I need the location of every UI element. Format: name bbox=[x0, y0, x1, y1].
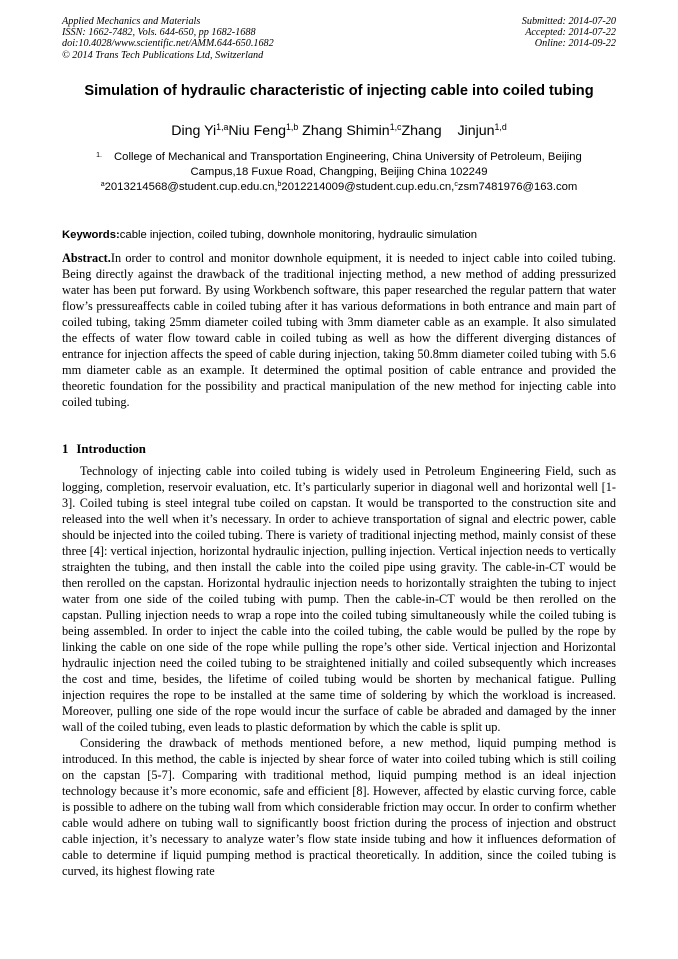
online-date: Online: 2014-09-22 bbox=[534, 38, 616, 50]
abstract-text: In order to control and monitor downhole equipment, it is needed to inject cable into coiled tubing. Being directly against the drawback of the traditional injecting method, a new method of adding pressurized water has been put forward. By using Workbench software, this paper researched the regular pattern that water flow’s pressureaffects cable in coiled tubing after it has various deformations in both entrance and main part of coiled tubing, taking 25mm diameter coiled tubing with 3mm diameter cable as an example. It also simulated the effects of water flow toward cable in coiled tubing as well as how the different diverging distances of entrance for injection affects the speed of cable during injection, taking 50.8mm diameter coiled tubing with 5.6 mm diameter cable as an example. It determined the optimal position of cable entrance and provided the theoretic foundation for the possibility and practical manipulation of the new method for injecting cable into coiled tubing. bbox=[62, 251, 616, 409]
author-emails bbox=[62, 180, 616, 194]
author-name: Niu Feng bbox=[228, 123, 286, 139]
author-name: Ding Yi bbox=[171, 123, 217, 139]
author-name: Zhang Shimin bbox=[298, 123, 390, 139]
author-list bbox=[62, 122, 616, 140]
email-mark: b bbox=[277, 181, 282, 189]
issn-line: ISSN: 1662-7482, Vols. 644-650, pp 1682-1688 bbox=[62, 27, 256, 39]
affiliation-line-2: Campus,18 Fuxue Road, Changping, Beijing China 102249 bbox=[190, 165, 488, 178]
affiliation bbox=[62, 149, 616, 179]
abstract bbox=[62, 250, 616, 410]
journal-header-right bbox=[522, 16, 616, 50]
journal-header-left bbox=[62, 16, 274, 61]
author-affiliation-mark: 1,c bbox=[389, 122, 402, 133]
email-address: 2012214009@student.cup.edu.cn, bbox=[281, 181, 455, 193]
copyright-line: © 2014 Trans Tech Publications Ltd, Switzerland bbox=[62, 49, 264, 61]
author-affiliation-mark: 1,b bbox=[285, 122, 299, 133]
paragraph: Considering the drawback of methods mentioned before, a new method, liquid pumping method is introduced. In this method, the cable is injected by shear force of water into coiled tubing which is still coiling on the capstan [5-7]. Comparing with traditional method, liquid pumping method is an ideal injection technology because it’s more economic, safe and efficient [8]. However, affected by elastic curving force, cable is possible to adhere on the tubing wall from which considerable friction may occur. In order to confirm whether cable would adhere on tubing wall to significantly boost friction during the process of injection and obstruct cable injection, it’s necessary to analyze water’s flow state inside tubing and how it influences deformation of cable to determine if liquid pumping method is practical theoretically. In addition, since the coiled tubing is curved, its highest flowing rate bbox=[62, 736, 616, 878]
section-number: 1 bbox=[62, 442, 69, 456]
abstract-label: Abstract. bbox=[62, 251, 111, 265]
affiliation-line-1: College of Mechanical and Transportation Engineering, China University of Petroleum, Beijing bbox=[114, 151, 582, 164]
keywords bbox=[62, 228, 616, 242]
email-address: 2013214568@student.cup.edu.cn, bbox=[104, 181, 278, 193]
introduction-body bbox=[62, 463, 616, 879]
email-address: zsm7481976@163.com bbox=[457, 181, 578, 193]
email-mark: c bbox=[454, 181, 458, 189]
keywords-label: Keywords: bbox=[62, 229, 120, 241]
accepted-date: Accepted: 2014-07-22 bbox=[525, 27, 616, 39]
doi-line: doi:10.4028/www.scientific.net/AMM.644-650.1682 bbox=[62, 38, 274, 50]
author-affiliation-mark: 1,d bbox=[494, 122, 507, 133]
paper-title: Simulation of hydraulic characteristic of injecting cable into coiled tubing bbox=[84, 83, 594, 99]
affiliation-mark: 1. bbox=[96, 152, 102, 159]
keywords-text: cable injection, coiled tubing, downhole monitoring, hydraulic simulation bbox=[119, 229, 478, 241]
author-affiliation-mark: 1,a bbox=[216, 122, 229, 133]
section-heading bbox=[62, 441, 146, 457]
submitted-date: Submitted: 2014-07-20 bbox=[521, 16, 616, 27]
email-mark: a bbox=[100, 181, 105, 189]
journal-name: Applied Mechanics and Materials bbox=[62, 16, 201, 27]
section-title: Introduction bbox=[76, 442, 146, 456]
paragraph: Technology of injecting cable into coiled tubing is widely used in Petroleum Engineering Field, such as logging, completion, reservoir evaluation, etc. It’s particularly superior in diagonal well and horizontal well [1-3]. Coiled tubing is steel integral tube coiled on capstan. It would be transported to the construction site and released into the well when it’s necessary. In order to achieve transportation of signal and electric power, cable should be injected into the coiled tubing. There is variety of traditional injecting method, mainly consist of these three [4]: vertical injection, horizontal hydraulic injection, pulling injection. Vertical injection needs to vertically straighten the tubing, and then install the cable into the coiled pipe using gravity. The cable-in-CT would be then rerolled on the capstan. Horizontal hydraulic injection needs to horizontally straighten the tubing to inject water from one side of the coiled tubing with pump. Then the cable-in-CT would be then rerolled on the capstan. Pulling injection needs to wrap a rope into the coiled tubing simultaneously while the coiled tubing is being assembled. In order to inject the cable into the coiled tubing, the cable would be pulled by the rope by linking the cable on one side of the rope while pulling the rope’s other side. Vertical injection and Horizontal hydraulic injection need the coiled tubing to be straightened initially and coiled subsequently which increases the cost and time, besides, the lifetime of coiled tubing would be shorten by mechanical fatigue. Pulling injection requires the rope to be installed at the same time of soldering by which the workload is increased. Moreover, pulling one side of the rope would incur the surface of cable be abraded and damaged by the inner wall of the coiled tubing, even leads to plastic deformation by which the cable is split up. bbox=[62, 464, 616, 734]
author-name: Zhang Jinjun bbox=[401, 123, 495, 139]
